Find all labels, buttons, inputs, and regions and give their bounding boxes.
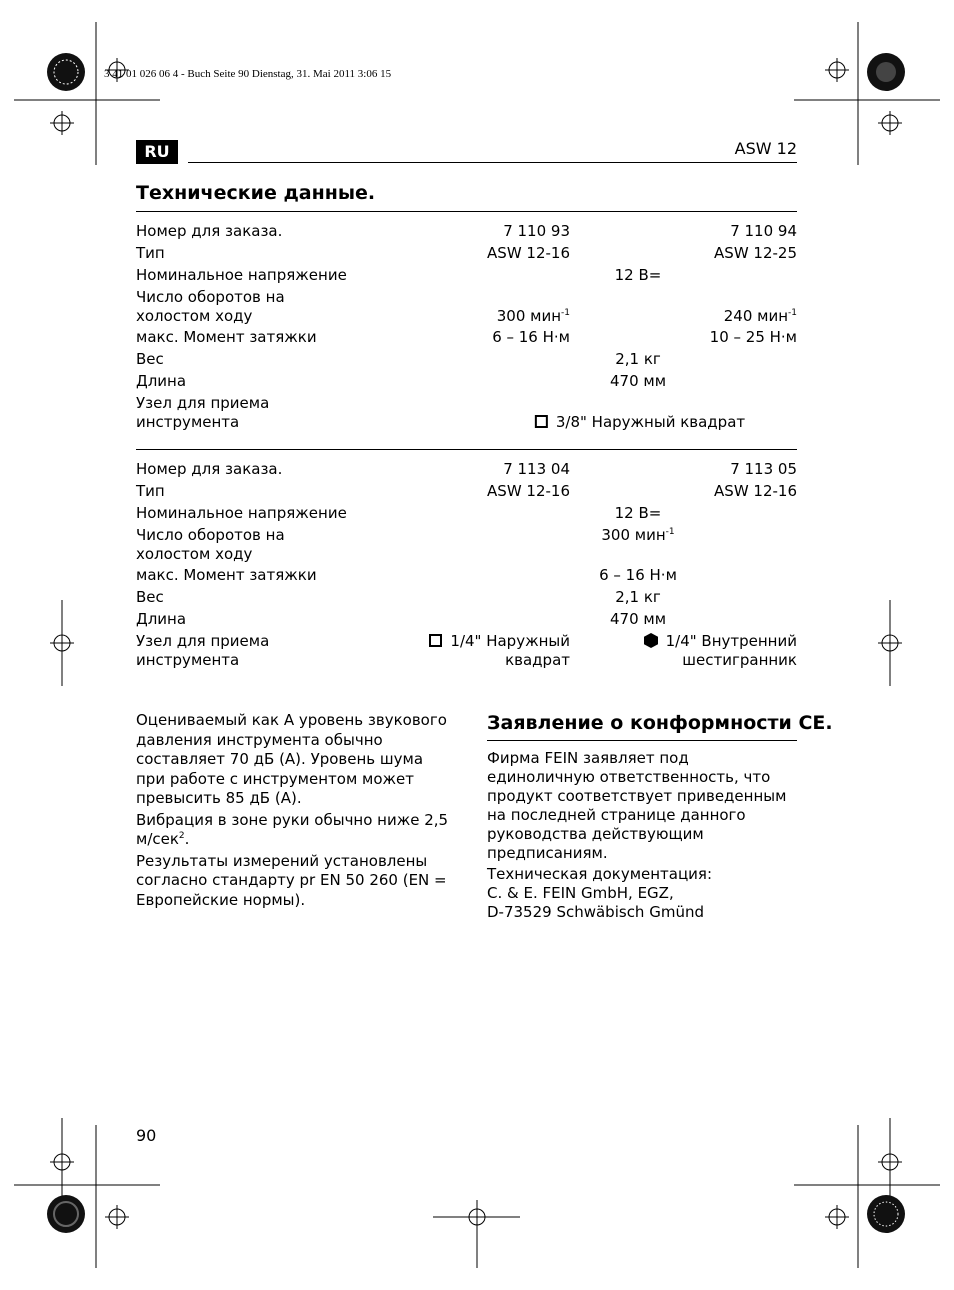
label-holder-line2: инструмента — [136, 413, 240, 431]
noise-vibration-text — [136, 711, 450, 912]
table-row — [136, 504, 797, 526]
torque-a: 6 – 16 Н·м — [492, 328, 570, 346]
noise-paragraph: Оцениваемый как A уровень звукового давления инструмента обычно составляет 70 дБ (A). Уровень шума при работе с инструментом может превысить 85 дБ (A). — [136, 711, 447, 807]
table-row — [136, 244, 797, 266]
label-weight: Вес — [136, 588, 164, 606]
label-type: Тип — [136, 244, 165, 262]
length-value: 470 мм — [609, 372, 667, 390]
tech-doc-label: Техническая документация: — [487, 865, 713, 883]
table-row — [136, 588, 797, 610]
holder-a-line1: 1/4" Наружный — [429, 632, 570, 651]
holder-a-line2: квадрат — [505, 651, 570, 669]
spec-table-2 — [136, 460, 797, 672]
type-a: ASW 12-16 — [487, 244, 570, 262]
vibration-paragraph: Вибрация в зоне руки обычно ниже 2,5 м/сек$^2$. — [136, 810, 449, 848]
label-holder-line1: Узел для приема — [136, 632, 270, 650]
speed-b: 240 мин$^{-1}$ — [723, 307, 797, 325]
order-number-a: 7 110 93 — [503, 222, 570, 240]
order-number-b: 7 113 05 — [730, 460, 797, 478]
type-a: ASW 12-16 — [487, 482, 570, 500]
section-title-conformity: Заявление о конформности CE. — [487, 712, 833, 734]
label-torque: макс. Момент затяжки — [136, 566, 317, 584]
table-row — [136, 526, 797, 566]
order-number-a: 7 113 04 — [503, 460, 570, 478]
speed-value: 300 мин$^{-1}$ — [601, 526, 675, 544]
measurement-paragraph: Результаты измерений установлены согласно стандарту pr EN 50 260 (EN = Европейские нормы). — [136, 851, 447, 909]
label-type: Тип — [136, 482, 165, 500]
label-torque: макс. Момент затяжки — [136, 328, 317, 346]
table-divider — [136, 449, 797, 450]
print-info-line: 3 41 01 026 06 4 - Buch Seite 90 Dienstag, 31. Mai 2011 3:06 15 — [104, 68, 392, 80]
label-speed-line1: Число оборотов на — [136, 526, 285, 544]
conformity-text — [487, 749, 799, 922]
table-row — [136, 288, 797, 328]
table-row — [136, 460, 797, 482]
label-holder-line2: инструмента — [136, 651, 240, 669]
speed-a: 300 мин$^{-1}$ — [496, 307, 570, 325]
holder-value: 3/8" Наружный квадрат — [535, 413, 745, 432]
table-row — [136, 266, 797, 288]
model-code: ASW 12 — [734, 139, 797, 158]
header-rule — [188, 162, 797, 163]
language-badge: RU — [136, 140, 178, 164]
order-number-b: 7 110 94 — [730, 222, 797, 240]
type-b: ASW 12-16 — [714, 482, 797, 500]
table-row — [136, 610, 797, 632]
weight-value: 2,1 кг — [615, 588, 661, 606]
label-holder-line1: Узел для приема — [136, 394, 270, 412]
label-length: Длина — [136, 610, 187, 628]
label-order: Номер для заказа. — [136, 460, 283, 478]
weight-value: 2,1 кг — [615, 350, 661, 368]
spec-table-1 — [136, 222, 797, 434]
table-row — [136, 328, 797, 350]
table-row — [136, 394, 797, 434]
holder-b-line1: 1/4" Внутренний — [644, 632, 797, 651]
table-row — [136, 566, 797, 588]
section-title-tech-data: Технические данные. — [136, 182, 376, 204]
label-speed-line2: холостом ходу — [136, 545, 253, 563]
label-speed-line1: Число оборотов на — [136, 288, 285, 306]
voltage-value: 12 В= — [614, 266, 662, 284]
table-row — [136, 372, 797, 394]
table-row — [136, 482, 797, 504]
length-value: 470 мм — [609, 610, 667, 628]
table-row — [136, 350, 797, 372]
label-order: Номер для заказа. — [136, 222, 283, 240]
square-drive-icon — [429, 634, 442, 647]
label-voltage: Номинальное напряжение — [136, 266, 347, 284]
page-number: 90 — [136, 1126, 157, 1145]
label-speed-line2: холостом ходу — [136, 307, 253, 325]
label-voltage: Номинальное напряжение — [136, 504, 347, 522]
hex-socket-icon — [644, 633, 658, 648]
torque-b: 10 – 25 Н·м — [709, 328, 797, 346]
label-length: Длина — [136, 372, 187, 390]
torque-value: 6 – 16 Н·м — [599, 566, 677, 584]
table-row — [136, 222, 797, 244]
table-row — [136, 632, 797, 672]
section-rule — [136, 211, 797, 212]
square-drive-icon — [535, 415, 548, 428]
tech-doc-address: D-73529 Schwäbisch Gmünd — [487, 903, 704, 921]
label-weight: Вес — [136, 350, 164, 368]
conformity-paragraph: Фирма FEIN заявляет под единоличную ответственность, что продукт соответствует приведенным на последней странице данного руководства действующим предписаниям. — [487, 749, 787, 862]
type-b: ASW 12-25 — [714, 244, 797, 262]
holder-b-line2: шестигранник — [682, 651, 797, 669]
tech-doc-company: C. & E. FEIN GmbH, EGZ, — [487, 884, 674, 902]
voltage-value: 12 В= — [614, 504, 662, 522]
conformity-rule — [487, 740, 797, 741]
